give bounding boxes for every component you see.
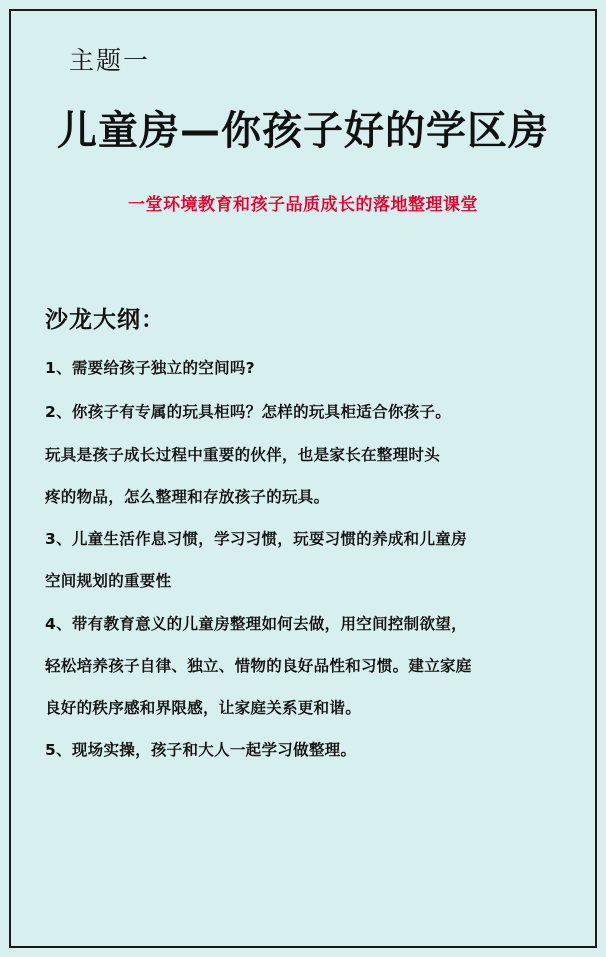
page-border [9,9,597,948]
list-item [45,531,567,590]
outline-line: 疼的物品，怎么整理和存放孩子的玩具。 [45,487,330,506]
list-item [45,360,567,376]
page-subtitle: 一堂环境教育和孩子品质成长的落地整理课堂 [128,195,478,215]
list-item [45,742,567,758]
outline-list [39,360,567,759]
outline-line: 轻松培养孩子自律、独立、惜物的良好品性和习惯。建立家庭 [45,656,472,675]
outline-line: 良好的秩序感和界限感，让家庭关系更和谐。 [45,699,362,718]
page-title: 儿童房—你孩子好的学区房 [57,108,549,154]
topic-label: 主题一 [69,46,151,75]
outline-line: 4、带有教育意义的儿童房整理如何去做，用空间控制欲望， [45,614,467,633]
outline-line: 3、儿童生活作息习惯，学习习惯，玩耍习惯的养成和儿童房 [45,530,467,549]
outline-line: 玩具是孩子成长过程中重要的伙伴，也是家长在整理时头 [45,445,441,464]
list-item [45,616,567,717]
page-content [11,11,595,946]
list-item [45,404,567,505]
outline-line: 空间规划的重要性 [45,572,172,591]
outline-line: 1、需要给孩子独立的空间吗? [45,359,255,377]
outline-heading: 沙龙大纲： [45,307,165,333]
outline-line: 5、现场实操，孩子和大人一起学习做整理。 [45,741,357,760]
outline-line: 2、你孩子有专属的玩具柜吗？怎样的玩具柜适合你孩子。 [45,403,452,422]
